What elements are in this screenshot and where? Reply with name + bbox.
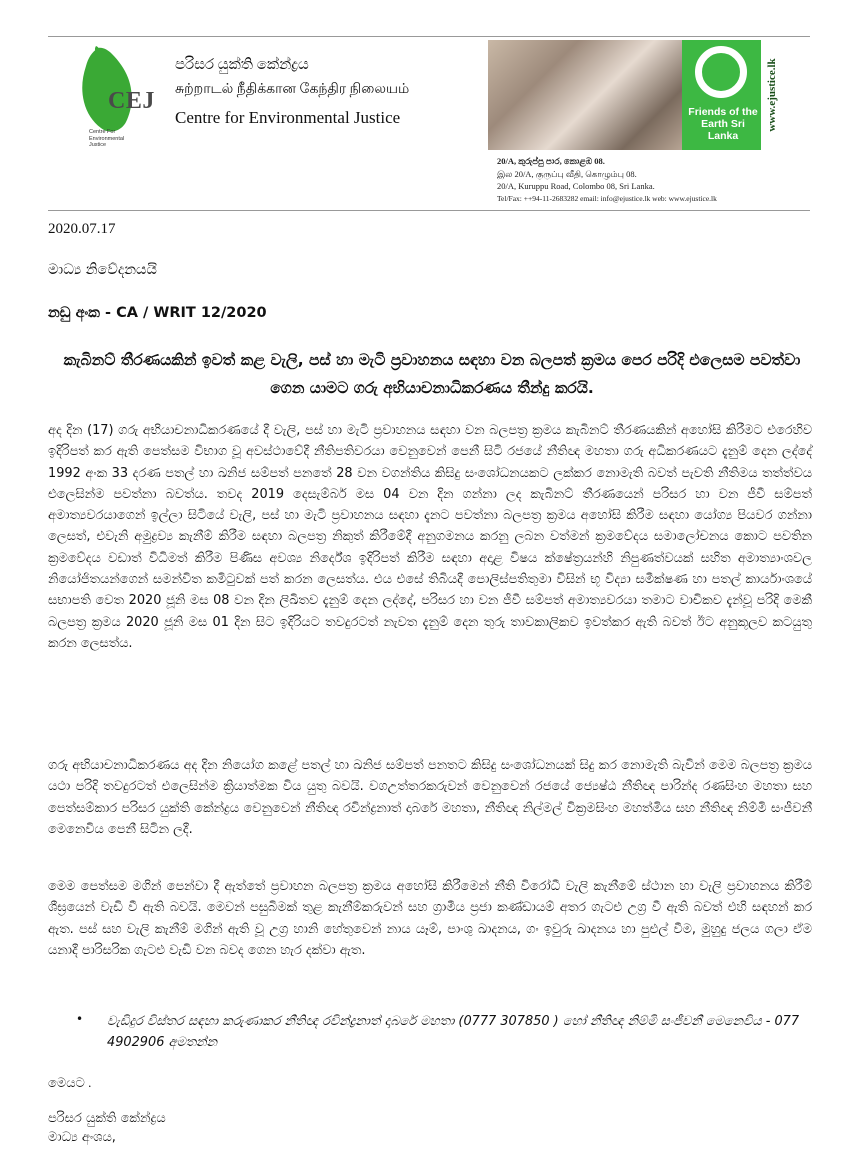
header-top-rule bbox=[48, 36, 810, 37]
address-english: 20/A, Kuruppu Road, Colombo 08, Sri Lanka. bbox=[497, 181, 655, 191]
website-vertical-text: www.ejustice.lk bbox=[766, 58, 778, 132]
headline: කැබිනට් තීරණයකින් ඉවත් කළ වැලි, පස් හා මැටි ප්‍රවාහනය සඳහා වන බලපත් ක්‍රමය පෙර පරිදි එලෙසම පවත්වා ගෙන යාමට ගරු අභියාචනාධිකරණය තීන්දු කරයි. bbox=[63, 351, 801, 397]
release-date: 2020.07.17 bbox=[48, 221, 116, 237]
contact-bullet-text: වැඩිදුර විස්තර සඳහා කරුණාකර නීතිඥ රවින්ද්‍රනාත් දාබරේ මහතා (0777 307850 ) හෝ නීතිඥ නිම්මි සංජීවනී මෙනෙවිය - 077 4902906 අමතන්න bbox=[107, 1014, 800, 1051]
media-release-label: මාධ්‍ය නිවේදනයයි bbox=[48, 262, 157, 278]
website-vertical bbox=[761, 40, 783, 150]
bullet-marker: • bbox=[76, 1012, 84, 1026]
org-name-sinhala: පරිසර යුක්ති කේන්ද්‍රය bbox=[175, 57, 309, 73]
header-bottom-rule bbox=[48, 210, 810, 211]
paragraph-3: මෙම පෙත්සම මගින් පෙන්වා දී ඇත්තේ ප්‍රවාහන බලපත්‍ර ක්‍රමය අහෝසි කිරීමෙන් නීති විරෝධී වැලි කැනීමේ ස්ථාන හා වැලි ප්‍රවාහනය කිරීම් ශීඝ්‍රයෙන් වැඩි වී ඇති බවයි. මෙවන් පසුබිමක් තුළ කැනීම්කරුවන් සහ ග්‍රාමීය ප්‍රජා කණ්ඩායම් අතර ගැටළු උග්‍ර වී ඇති බවත් එහි සඳහන් කර ඇත. පස් සහ වැලි කැනීම් මගින් ඇති වූ උග්‍ර හානි හේතුවෙන් නාය යෑම්, පාංශු ඛාදනය, ගං ඉවුරු ඛාදනය හා පුළුල් වීම, මුහුදු ජලය ගලා ඒම යනාදී පාරිසරික ගැටළු වැඩි වන බවද ගෙන හැර දක්වා ඇත. bbox=[48, 879, 812, 958]
contact-line: Tel/Fax: ++94-11-2683282 email: info@ejustice.lk web: www.ejustice.lk bbox=[497, 194, 717, 203]
paragraph-2: ගරු අභියාචනාධිකරණය අද දින නියෝග කළේ පතල් හා ඛනිජ සම්පත් පනතට කිසිදු සංශෝධනයක් සිදු කර නොමැති බැවින් මෙම බලපත්‍ර ක්‍රමය යථා පරිදි තවදුරටත් එලෙසින්ම ක්‍රියාත්මක විය යුතු බවයි. වගඋත්තරකරුවන් වෙනුවෙන් රජයේ ජ්‍යෙෂ්ඨ නීතිඥ පාරින්ද රණසිංහ මහතා සහ පෙත්සම්කාර පරිසර යුක්ති කේන්ද්‍රය වෙනුවෙන් නීතිඥ රවින්ද්‍රනාත් දාබරේ මහතා, නීතිඥ නිල්මල් වික්‍රමසිංහ මහත්මිය සහ නීතිඥ නිම්මි සංජීවනී මෙනෙවිය පෙනී සිටින ලදී. bbox=[48, 758, 812, 837]
signature-division: මාධ්‍ය අංශය, bbox=[48, 1130, 116, 1145]
foe-ring-icon bbox=[695, 46, 747, 98]
logo-subtitle: Centre For Environmental Justice bbox=[89, 129, 125, 148]
header-photo bbox=[488, 40, 682, 150]
org-name-tamil: சுற்றாடல் நீதிக்கான கேந்திர நிலையம் bbox=[175, 82, 410, 97]
address-tamil: இல 20/A, குருப்பு வீதி, கொழும்பு 08. bbox=[497, 169, 637, 179]
friends-of-earth-logo bbox=[682, 40, 761, 150]
closing-line: මෙයට . bbox=[48, 1075, 92, 1090]
foe-logo-text: Friends of the Earth Sri Lanka bbox=[688, 106, 758, 142]
signature-org: පරිසර යුක්ති කේන්ද්‍රය bbox=[48, 1111, 166, 1126]
case-number: නඩු අංක - CA / WRIT 12/2020 bbox=[48, 305, 267, 321]
logo-text: CEJ bbox=[108, 88, 155, 114]
address-sinhala: 20/A, කුරුප්පු පාර, කොළඹ 08. bbox=[497, 156, 605, 166]
org-name-english: Centre for Environmental Justice bbox=[175, 108, 401, 127]
paragraph-1: අද දින (17) ගරු අභියාචනාධිකරණයේ දී වැලි, පස් හා මැටි ප්‍රවාහනය සඳහා වන බලපත්‍ර ක්‍රමය කැබිනට් තීරණයකින් අහෝසි කිරීමට එරෙහිව ඉදිරිපත් කර ඇති පෙත්සම විභාග වූ අවස්ථාවේදී නීතිපතිවරයා වෙනුවෙන් පෙනී සිටි රජයේ නීතිඥ මහතා ගරු අධිකරණයට දැනුම් දෙන ලද්දේ 1992 අංක 33 දරණ පතල් හා ඛනිජ සම්පත් පනතේ 28 වන වගන්තිය කිසිදු සංශෝධනයකට ලක්කර නොමැති බවත් පැවති නීතිමය තත්ත්වය එලෙසින්ම පවත්නා බවත්ය. තවද 2019 දෙසැම්බර් මස 04 වන දින ගන්නා ලද කැබිනට් තීරණයෙන් පරිසර හා වන ජීවී සම්පත් අමාත්‍යවරයාගෙන් ඉල්ලා සිටියේ වැලි, පස් හා මැටි ප්‍රවාහනය සඳහා දැනට පවත්නා බලපත්‍ර ක්‍රමය අහෝසි කිරීම සඳහා යෝග්‍ය පියවර ගන්නා ලෙසත්, එවැනි අමුද්‍රව්‍ය කැනීම් කිරීම සඳහා බලපත්‍ර නිකුත් කිරීමේදී අනුගමනය කරනු ලබන වත්මන් ක්‍රමවේදය සමාලෝචනය කොට පවතින ක්‍රමවේදය වඩාත් විධිමත් කිරීම පිණිස අවශ්‍ය නිර්දේශ ඉදිරිපත් කිරීම සඳහා අදාළ විෂය ක්ෂේත්‍රයන්හි නිපුණත්වයක් සහිත අමාත්‍යාංශවල නියෝජිතයන්ගෙන් සමන්විත කමිටුවක් පත් කරන ලෙසත්ය. එය එසේ තිබියදී පොලිස්පතිතුමා විසින් භූ විද්‍යා සමීක්ෂණ හා පතල් කාර්යාංශයේ සභාපති වෙත 2020 ජූනි මස 08 වන දින ලිඛිතව දැනුම් දෙන ලද්දේ, පරිසර හා වන ජීවී සම්පත් අමාත්‍යවරයා තමාට වාචිකව දැන්වූ පරිදි මෙකී බලපත්‍ර ක්‍රමය 2020 ජූනි මස 01 දින සිට ඉදිරියට තවදුරටත් නැවත දැනුම් දෙන තුරු තාවකාලිකව ඉවත්කර ඇති බවත් ඊට අනුකූලව කටයුතු කරන ලෙසත්ය. bbox=[48, 423, 812, 651]
